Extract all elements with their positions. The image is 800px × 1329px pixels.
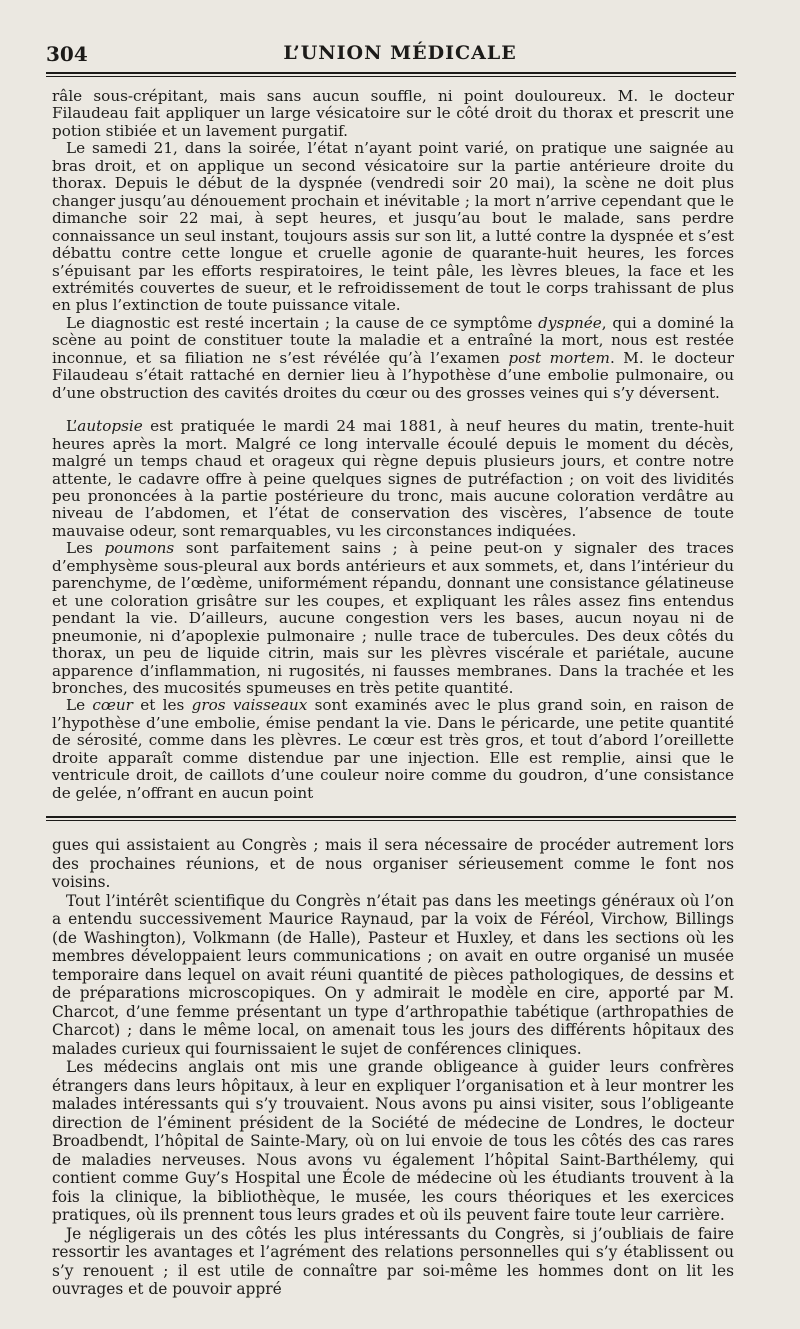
page-number: 304 bbox=[46, 42, 88, 66]
paragraph-3-text-c: . M. le docteur Filaudeau s’était rattaché en dernier lieu à l’hypothèse d’une embolie pulmonaire, ou d’une obstruction des cavités droites du cœur ou des grosses veines qui s’y déversent. bbox=[52, 348, 734, 402]
paragraph-6-text-b: et les bbox=[132, 696, 192, 715]
paragraph-5-text-a: Les bbox=[66, 539, 105, 558]
paragraph-6 bbox=[52, 697, 734, 802]
feuilleton-paragraph-2: Tout l’intérêt scientifique du Congrès n’était pas dans les meetings généraux où l’on a entendu successivement Maurice Raynaud, par la voix de Féréol, Virchow, Billings (de Washington), Volkmann (de Halle), Pasteur et Huxley, et dans les sections où les membres développaient leurs communications ; on avait en outre organisé un musée temporaire dans lequel on avait réuni quantité de pièces pathologiques, de dessins et de préparations microscopiques. On y admirait le modèle en cire, apporté par M. Charcot, d’une femme présentant un type d’arthropathie tabétique (arthropathies de Charcot) ; dans le même local, on amenait tous les jours des différents hôpitaux des malades curieux qui fournissaient le sujet de conférences cliniques. bbox=[52, 891, 734, 1058]
header-rule bbox=[46, 72, 736, 77]
feuilleton-paragraph-3: Les médecins anglais ont mis une grande obligeance à guider leurs confrères étrangers dans leurs hôpitaux, à leur en expliquer l’organisation et à leur montrer les malades intéressants qui s’y trouvaient. Nous avons pu ainsi visiter, sous l’obligeante direction de l’éminent président de la Société de médecine de Londres, le docteur Broadbendt, l’hôpital de Sainte-Mary, où on lui envoie de tous les côtés des cas rares de maladies nerveuses. Nous avons vu également l’hôpital Saint-Barthélemy, qui contient comme Guy’s Hospital une École de médecine où les étudiants trouvent à la fois la clinique, la bibliothèque, le musée, les cours théoriques et les exercices pratiques, où ils prennent tous leurs grades et où ils peuvent faire toute leur carrière. bbox=[52, 1058, 734, 1224]
running-title: L’UNION MÉDICALE bbox=[283, 42, 517, 64]
term-dyspnee: dyspnée bbox=[538, 313, 602, 332]
main-article bbox=[52, 88, 734, 802]
term-coeur: cœur bbox=[92, 696, 133, 715]
paragraph-5 bbox=[52, 540, 734, 697]
term-autopsie: autopsie bbox=[77, 417, 143, 436]
paragraph-3-text-a: Le diagnostic est resté incertain ; la cause de ce symptôme bbox=[66, 313, 539, 332]
paragraph-4-text-a: L’ bbox=[66, 417, 78, 436]
paragraph-3-text-b: , qui a dominé la scène au point de constituer toute la maladie et a entraîné la mort, nous est restée inconnue, et sa filiation ne s’est révélée qu’à l’examen bbox=[52, 313, 734, 367]
page-header bbox=[0, 38, 800, 68]
feuilleton-paragraph-4: Je négligerais un des côtés les plus intéressants du Congrès, si j’oubliais de faire ressortir les avantages et l’agrément des relations personnelles qui s’y établissent ou s’y renouent ; il est utile de connaître par soi-même les hommes dont on lit les ouvrages et de pouvoir appré bbox=[52, 1224, 734, 1298]
term-gros-vaisseaux: gros vaisseaux bbox=[191, 696, 308, 715]
paragraph-6-text-a: Le bbox=[66, 696, 93, 715]
paragraph-5-text-b: sont parfaitement sains ; à peine peut-on y signaler des traces d’emphysème sous-pleural aux bords antérieurs et aux sommets, et, dans l’intérieur du parenchyme, de l’œdème, uniformément répandu, donnant une consistance gélatineuse et une coloration grisâtre sur les coupes, et expliquant les râles assez fins entendus pendant la vie. D’ailleurs, aucune congestion vers les bases, aucun noyau ni de pneumonie, ni d’apoplexie pulmonaire ; nulle trace de tubercules. Des deux côtés du thorax, un peu de liquide citrin, mais sur les plèvres viscérale et pariétale, aucune apparence d’inflammation, ni rugosités, ni fausses membranes. Dans la trachée et les bronches, des mucosités spumeuses en très petite quantité. bbox=[52, 539, 734, 697]
paragraph-2: Le samedi 21, dans la soirée, l’état n’ayant point varié, on pratique une saignée au bras droit, et on applique un second vésicatoire sur la partie antérieure droite du thorax. Depuis le début de la dyspnée (vendredi soir 20 mai), la scène ne doit plus changer jusqu’au dénouement prochain et inévitable ; la mort n’arrive cependant que le dimanche soir 22 mai, à sept heures, et jusqu’au bout le malade, sans perdre connaissance un seul instant, toujours assis sur son lit, a lutté contre la dyspnée et s’est débattu contre cette longue et cruelle agonie de quarante-huit heures, les forces s’épuisant par les efforts respiratoires, le teint pâle, les lèvres bleues, la face et les extrémités couvertes de sueur, et le refroidissement de tout le corps trahissant de plus en plus l’extinction de toute puissance vitale. bbox=[52, 139, 734, 315]
term-poumons: poumons bbox=[104, 539, 175, 558]
paragraph-1: râle sous-crépitant, mais sans aucun souffle, ni point douloureux. M. le docteur Filaudeau fait appliquer un large vésicatoire sur le côté droit du thorax et prescrit une potion stibiée et un lavement purgatif. bbox=[52, 87, 734, 140]
paragraph-3 bbox=[52, 315, 734, 402]
feuilleton-separator-rule bbox=[46, 816, 736, 821]
feuilleton-paragraph-1: gues qui assistaient au Congrès ; mais il sera nécessaire de procéder autrement lors des prochaines réunions, et de nous organiser sérieusement comme le font nos voisins. bbox=[52, 836, 734, 891]
paragraph-6-text-c: sont examinés avec le plus grand soin, en raison de l’hypothèse d’une embolie, émise pendant la vie. Dans le péricarde, une petite quantité de sérosité, comme dans les plèvres. Le cœur est très gros, et tout d’abord l’oreillette droite apparaît comme distendue par une injection. Elle est remplie, ainsi que le ventricule droit, de caillots d’une couleur noire comme du goudron, d’une consistance de gelée, n’offrant en aucun point bbox=[52, 696, 734, 802]
term-post-mortem: post mortem bbox=[508, 348, 610, 367]
paragraph-4 bbox=[52, 418, 734, 540]
paragraph-4-text-b: est pratiquée le mardi 24 mai 1881, à neuf heures du matin, trente-huit heures après la mort. Malgré ce long intervalle écoulé depuis le moment du décès, malgré un temps chaud et orageux qui règne depuis plusieurs jours, et contre notre attente, le cadavre offre à peine quelques signes de putréfaction ; on voit des lividités peu prononcées à la partie postérieure du tronc, mais aucune coloration verdâtre au niveau de l’abdomen, et l’état de conservation des viscères, l’absence de toute mauvaise odeur, sont remarquables, vu les circonstances indiquées. bbox=[52, 417, 734, 540]
feuilleton-section bbox=[52, 836, 734, 1299]
